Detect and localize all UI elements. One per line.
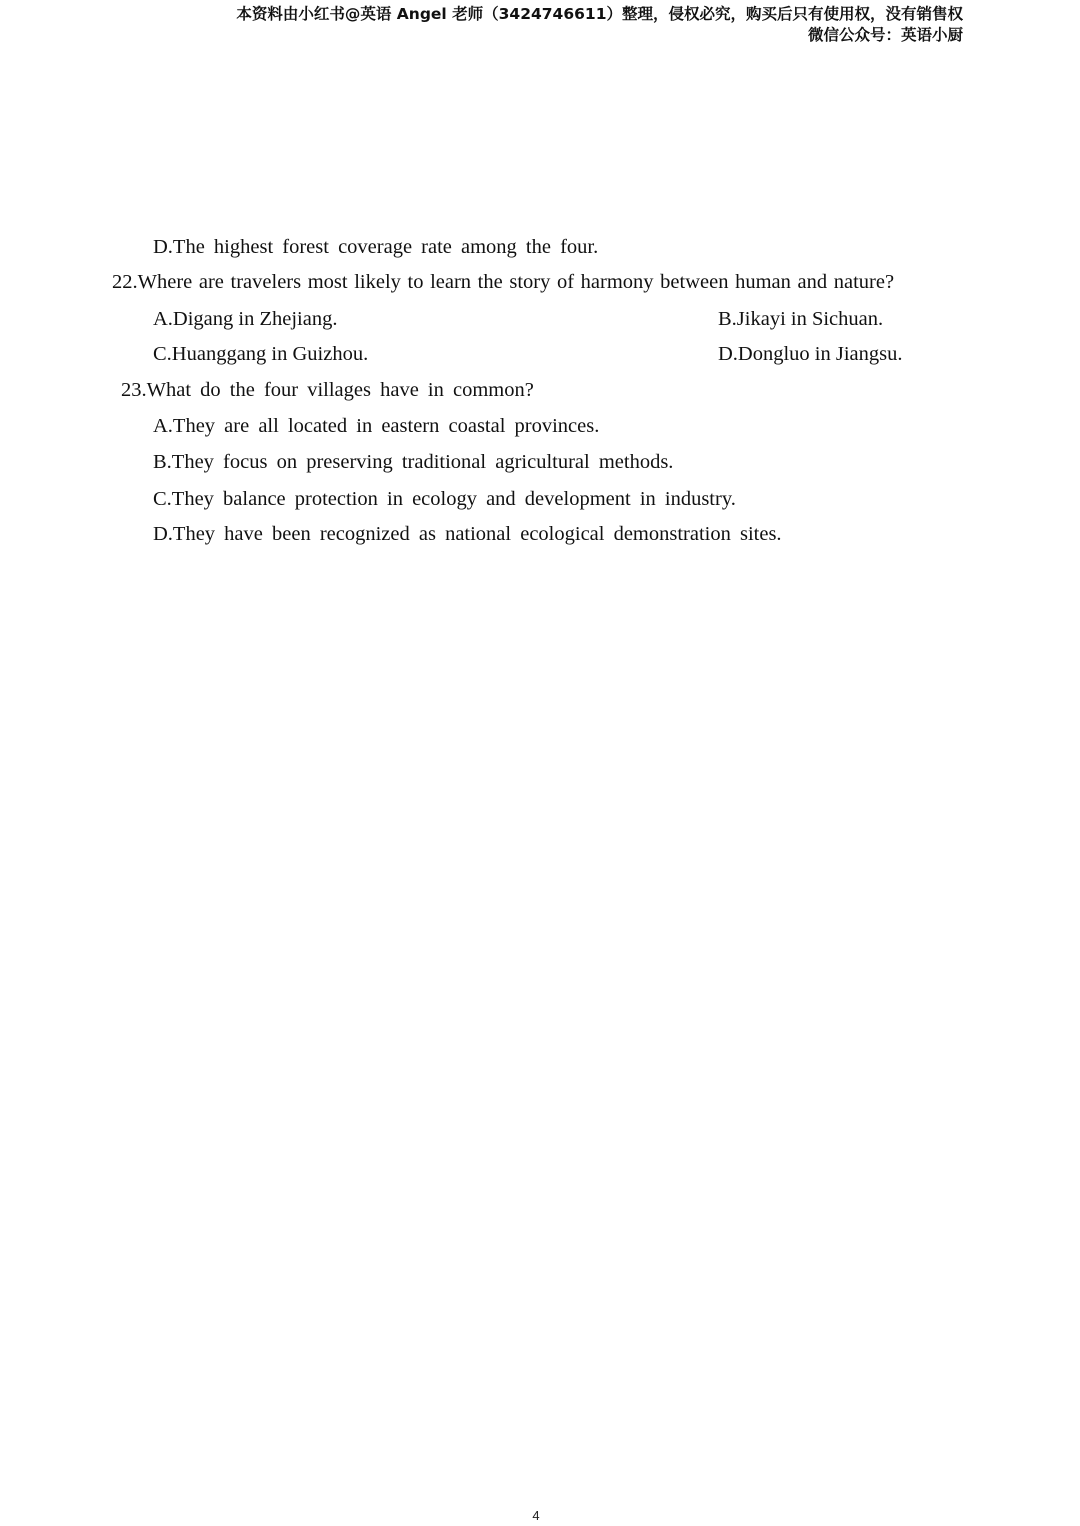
q22-option-c: C.Huanggang in Guizhou. xyxy=(153,343,369,365)
q23-option-d: D.They have been recognized as national ecological demonstration sites. xyxy=(153,523,782,545)
q21-option-d: D.The highest forest coverage rate among the four. xyxy=(153,236,599,258)
q23-option-c: C.They balance protection in ecology and development in industry. xyxy=(153,488,736,510)
page-number: 4 xyxy=(532,1508,540,1523)
page-header xyxy=(236,4,963,46)
q22-option-d: D.Dongluo in Jiangsu. xyxy=(718,343,903,365)
header-copyright-line: 本资料由小红书@英语 Angel 老师（3424746611）整理，侵权必究，购买后只有使用权，没有销售权 xyxy=(236,5,963,23)
q22-option-a: A.Digang in Zhejiang. xyxy=(153,308,338,330)
q23-option-a: A.They are all located in eastern coastal provinces. xyxy=(153,415,600,437)
q22-question: 22.Where are travelers most likely to learn the story of harmony between human and nature? xyxy=(112,271,895,293)
q23-question: 23.What do the four villages have in common? xyxy=(121,379,534,401)
q23-option-b: B.They focus on preserving traditional agricultural methods. xyxy=(153,451,674,473)
q22-option-b: B.Jikayi in Sichuan. xyxy=(718,308,884,330)
header-wechat-line: 微信公众号：英语小厨 xyxy=(807,26,963,44)
